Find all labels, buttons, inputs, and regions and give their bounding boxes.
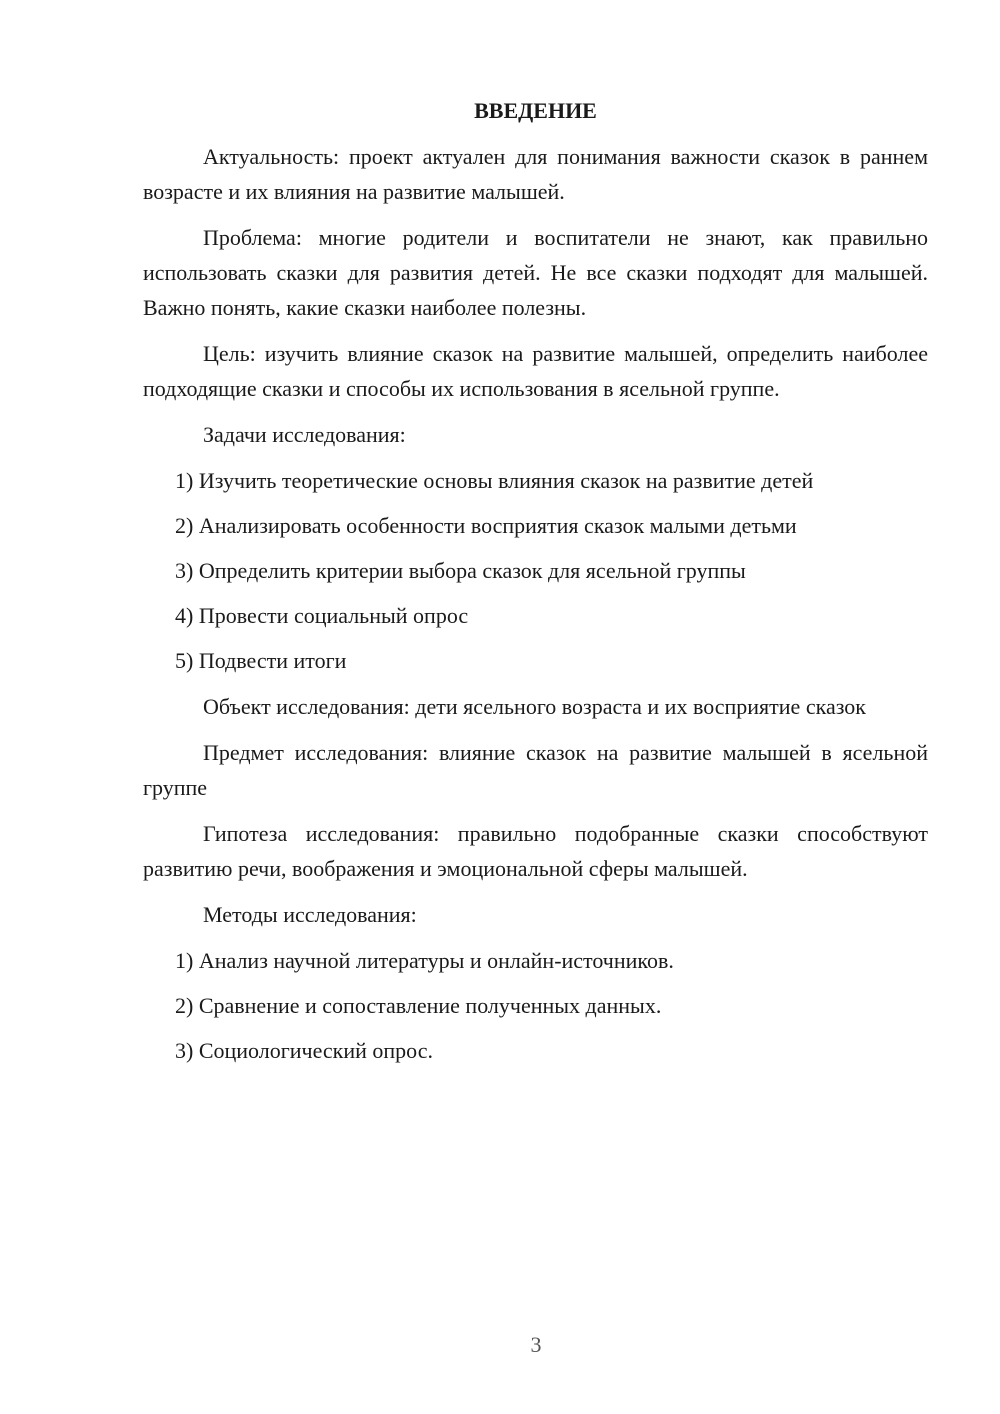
subject-paragraph: Предмет исследования: влияние сказок на развитие малышей в ясельной группе [143, 740, 928, 800]
methods-list [143, 943, 928, 1068]
object-paragraph: Объект исследования: дети ясельного возраста и их восприятие сказок [203, 694, 866, 719]
problem-paragraph: Проблема: многие родители и воспитатели не знают, как правильно использовать сказки для развития детей. Не все сказки подходят для малышей. Важно понять, какие сказки наиболее полезны. [143, 225, 928, 320]
page-number: 3 [530, 1332, 542, 1357]
list-item: 3) Определить критерии выбора сказок для ясельной группы [175, 558, 746, 583]
list-item: 2) Анализировать особенности восприятия сказок малыми детьми [175, 513, 797, 538]
hypothesis-paragraph: Гипотеза исследования: правильно подобранные сказки способствуют развитию речи, воображения и эмоциональной сферы малышей. [143, 821, 928, 881]
relevance-paragraph: Актуальность: проект актуален для понимания важности сказок в раннем возрасте и их влияния на развитие малышей. [143, 144, 928, 204]
tasks-heading: Задачи исследования: [203, 422, 406, 447]
list-item: 1) Изучить теоретические основы влияния сказок на развитие детей [175, 468, 814, 493]
methods-heading: Методы исследования: [203, 902, 417, 927]
list-item: 5) Подвести итоги [175, 648, 347, 673]
tasks-list [143, 463, 928, 678]
list-item: 3) Социологический опрос. [175, 1038, 433, 1063]
list-item: 2) Сравнение и сопоставление полученных данных. [175, 993, 662, 1018]
list-item: 1) Анализ научной литературы и онлайн-источников. [175, 948, 674, 973]
page-title: ВВЕДЕНИЕ [474, 98, 597, 123]
list-item: 4) Провести социальный опрос [175, 603, 469, 628]
goal-paragraph: Цель: изучить влияние сказок на развитие малышей, определить наиболее подходящие сказки и способы их использования в ясельной группе. [143, 341, 928, 401]
page-content [143, 96, 928, 1079]
